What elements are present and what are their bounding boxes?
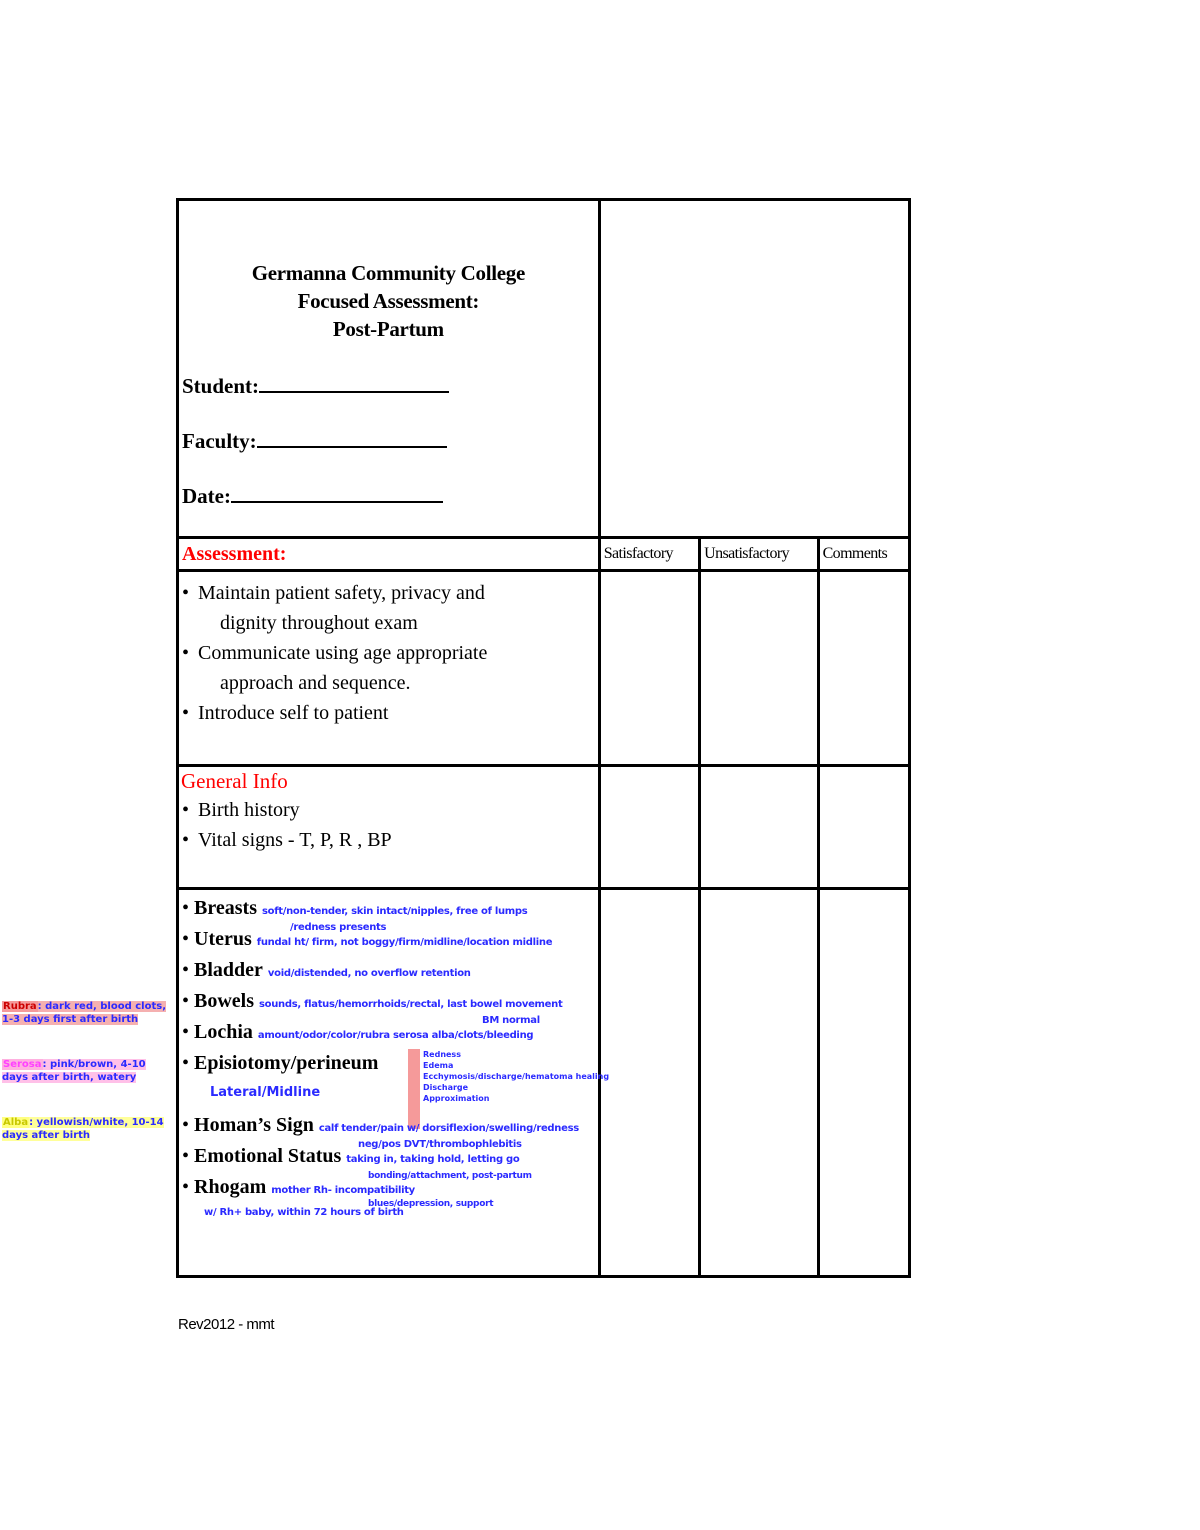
header-fields [179,371,598,536]
reeda-notes: Redness Edema Ecchymosis/discharge/hematoma healing Discharge Approximation [423,1050,610,1103]
general-info-cell [178,766,600,889]
breasts-note: soft/non-tender, skin intact/nipples, free of lumps [261,906,528,917]
lateral-midline-note: Lateral/Midline [210,1085,321,1100]
assessment-items-cell [178,571,600,766]
list-item-uterus: • Uterus fundal ht/ firm, not boggy/firm/midline/location midline [182,928,553,950]
emotional-note: taking in, taking hold, letting go [346,1154,520,1165]
list-item: • Birth history [182,799,300,821]
satisfactory-cell[interactable] [599,889,699,1277]
header-cell [178,200,600,538]
list-item-emotional: • Emotional Status taking in, taking hold, letting go bonding/attachment, post-partum blues/depression, support [182,1142,598,1173]
unsatisfactory-cell[interactable] [700,889,818,1277]
faculty-field[interactable] [182,426,598,481]
list-item-episiotomy: • Episiotomy/perineum Redness Edema Ecchymosis/discharge/hematoma healing Discharge Approximation Lateral/Midline [182,1049,598,1111]
list-item: • Maintain patient safety, privacy and dignity throughout exam [182,582,485,634]
faculty-label: Faculty: [182,429,257,453]
assessment-items-row [178,571,910,766]
comments-cell[interactable] [818,766,909,889]
assessment-label-cell [178,538,600,571]
bowels-note: sounds, flatus/hemorrhoids/rectal, last bowel movement [259,999,563,1010]
bowels-note-2: BM normal [482,1015,540,1026]
comments-cell[interactable] [818,889,909,1277]
list-item: • Vital signs - T, P, R , BP [182,829,392,851]
list-item: • Communicate using age appropriate approach and sequence. [182,642,488,694]
title-line-postpartum: Post-Partum [332,317,444,341]
systems-list [179,890,610,1218]
unsatisfactory-cell[interactable] [700,766,818,889]
lochia-legend-serosa: Serosa: pink/brown, 4-10 days after birth, watery [2,1059,146,1083]
date-blank[interactable] [231,481,443,503]
lochia-legend-rubra: Rubra: dark red, blood clots, 1-3 days first after birth [2,1001,166,1025]
student-field[interactable] [182,371,598,426]
list-item-breasts: • Breasts soft/non-tender, skin intact/nipples, free of lumps /redness presents [182,894,598,925]
bladder-note: void/distended, no overflow retention [267,968,471,979]
general-info-label: General Info [181,769,288,793]
assessment-form-table [176,198,911,1278]
uterus-note: fundal ht/ firm, not boggy/firm/midline/location midline [256,937,553,948]
header-blank-cell [599,200,909,538]
header-row [178,200,910,538]
breasts-note-2: /redness presents [290,922,387,933]
col-header-unsatisfactory: Unsatisfactory [700,538,818,571]
homans-note-2: neg/pos DVT/thrombophlebitis [358,1139,522,1150]
list-item: • Introduce self to patient [182,702,389,724]
satisfactory-cell[interactable] [599,571,699,766]
col-header-comments: Comments [818,538,909,571]
list-item-homans: • Homan’s Sign calf tender/pain w/ dorsiflexion/swelling/redness neg/pos DVT/thrombophlebitis [182,1111,598,1142]
col-header-satisfactory: Satisfactory [599,538,699,571]
student-label: Student: [182,374,260,398]
rhogam-note: mother Rh- incompatibility [271,1185,415,1196]
list-item-bladder: • Bladder void/distended, no overflow retention [182,959,471,981]
homans-note: calf tender/pain w/ dorsiflexion/swelling/redness [318,1123,579,1134]
list-item-lochia: • Lochia amount/odor/color/rubra serosa alba/clots/bleeding [182,1021,534,1043]
assessment-list [179,572,598,728]
assessment-label: Assessment: [182,543,287,565]
unsatisfactory-cell[interactable] [700,571,818,766]
title-line-focused: Focused Assessment: [297,289,480,313]
satisfactory-cell[interactable] [599,766,699,889]
revision-footer: Rev2012 - mmt [178,1316,275,1333]
general-info-list [179,795,598,855]
emotional-note-2: bonding/attachment, post-partum blues/depression, support [368,1171,532,1209]
general-info-row [178,766,910,889]
student-blank[interactable] [259,371,449,393]
systems-cell [178,889,610,1277]
comments-cell[interactable] [818,571,909,766]
form-title [179,259,598,343]
systems-row [178,889,910,1277]
faculty-blank[interactable] [257,426,447,448]
rhogam-note-2: w/ Rh+ baby, within 72 hours of birth [204,1207,404,1218]
title-line-college: Germanna Community College [251,261,526,285]
lochia-note: amount/odor/color/rubra serosa alba/clots/bleeding [257,1030,534,1041]
list-item-bowels: • Bowels sounds, flatus/hemorrhoids/rectal, last bowel movement BM normal [182,987,598,1018]
date-field[interactable] [182,481,598,536]
date-label: Date: [182,484,231,508]
lochia-legend-alba: Alba: yellowish/white, 10-14 days after birth [2,1117,164,1141]
list-item-rhogam: • Rhogam mother Rh- incompatibility w/ Rh+ baby, within 72 hours of birth [182,1173,598,1204]
column-header-row [178,538,910,571]
